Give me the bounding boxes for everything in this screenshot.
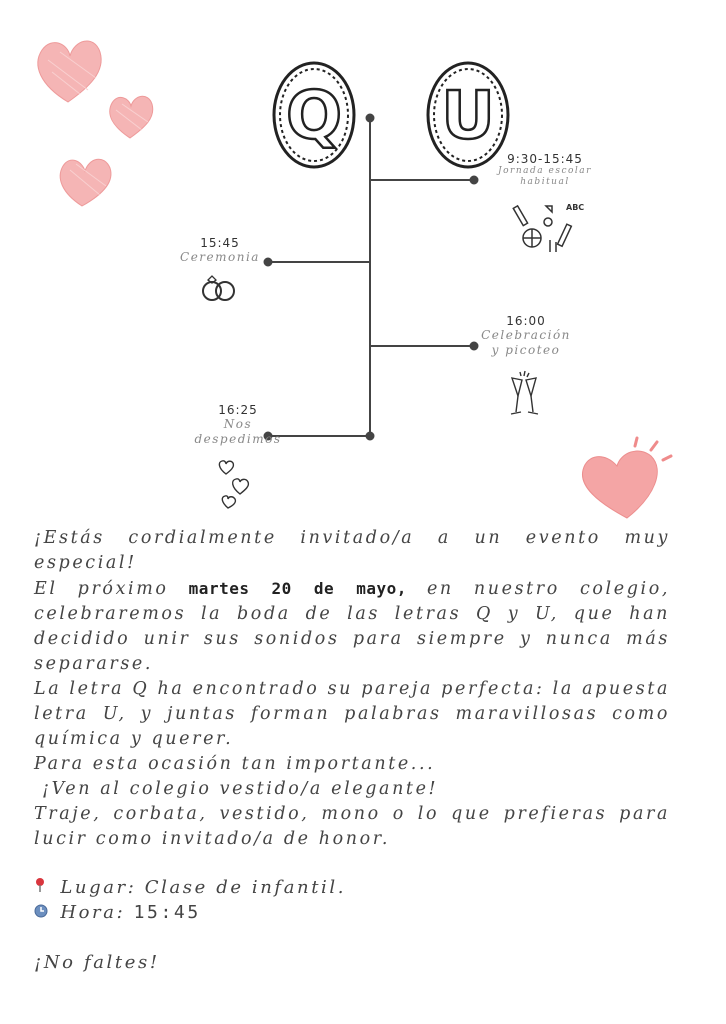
svg-text:ABC: ABC — [566, 203, 585, 212]
letter-q: Q — [285, 77, 343, 154]
location-pin-icon — [34, 877, 52, 898]
timeline-event-celebration — [476, 314, 576, 358]
timeline-event-goodbye — [190, 403, 286, 447]
event-label: Ceremonia — [180, 250, 260, 264]
event-time: 15:45 — [200, 236, 240, 250]
event-time: 16:25 — [218, 403, 258, 417]
event-label: Nos — [223, 417, 253, 431]
school-supplies-icon — [510, 196, 585, 258]
timeline-event-school — [490, 152, 600, 188]
event-label: despedimos — [194, 432, 282, 446]
event-date: martes 20 de mayo, — [188, 579, 407, 598]
clock-icon — [34, 902, 52, 923]
invitation-paragraph: Para esta ocasión tan importante... — [34, 754, 436, 774]
time-label: Hora: — [60, 902, 134, 923]
event-time: 16:00 — [506, 314, 546, 328]
invitation-paragraph: El próximo martes 20 de mayo, en nuestro colegio, celebraremos la boda de las letras Q y U, que han decidido unir sus sonidos para siempre y nunca más separarse. — [34, 579, 670, 674]
invitation-paragraph: ¡Ven al colegio vestido/a elegante! — [42, 779, 439, 799]
event-label: Jornada escolar — [498, 166, 592, 176]
timeline-event-ceremony — [172, 236, 268, 265]
place-detail — [34, 877, 346, 898]
time-detail — [34, 902, 201, 923]
rings-icon — [198, 272, 242, 304]
closing-text: ¡No faltes! — [34, 952, 160, 973]
place-label: Lugar: Clase de infantil. — [60, 877, 347, 898]
invitation-paragraph: La letra Q ha encontrado su pareja perfecta: la apuesta letra U, y juntas forman palabras maravillosas como química y querer. — [34, 679, 670, 749]
time-value: 15:45 — [133, 902, 201, 923]
letter-u: U — [441, 77, 495, 154]
event-label: Celebración — [481, 328, 571, 342]
invitation-paragraph: ¡Estás cordialmente invitado/a a un evento muy especial! — [34, 528, 670, 573]
event-label: y picoteo — [491, 343, 561, 357]
event-time: 9:30-15:45 — [507, 152, 583, 166]
invitation-paragraph: Traje, corbata, vestido, mono o lo que prefieras para lucir como invitado/a de honor. — [34, 804, 670, 849]
event-label: habitual — [520, 177, 570, 187]
champagne-glasses-icon — [504, 370, 544, 420]
invitation-text — [34, 526, 670, 852]
small-hearts-icon — [216, 458, 256, 512]
